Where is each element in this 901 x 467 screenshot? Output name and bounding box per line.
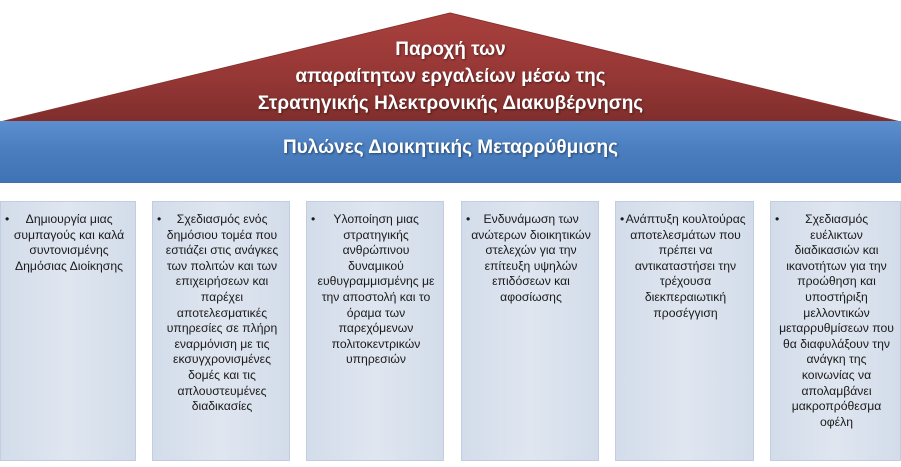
- pillar-4: [461, 201, 599, 461]
- pillar-3-text: Υλοποίηση μιας στρατηγικής ανθρώπινου δυναμικού ευθυγραμμισμένης με την αποστολή και το όραμα των παρεχόμενων πολιτοκεντρικών υπηρεσιών: [317, 212, 435, 367]
- beam-title: Πυλώνες Διοικητικής Μεταρρύθμισης: [282, 137, 619, 158]
- roof-title-line-3: Στρατηγικής Ηλεκτρονικής Διακυβέρνησης: [257, 93, 644, 114]
- pillar-2: [152, 201, 290, 461]
- pillar-2-bullet: •: [157, 212, 162, 226]
- pillar-3-bullet: •: [311, 212, 316, 226]
- roof-title: [150, 36, 751, 117]
- roof-title-line-1: Παροχή των: [395, 39, 506, 60]
- pillar-2-text: Σχεδιασμός ενός δημόσιου τομέα που εστιάζει στις ανάγκες των πολιτών και των επιχειρήσεων και παρέχει αποτελεσματικές υπηρεσίες σε πλήρη εναρμόνιση με τις εκσυγχρονισμένες δομές και τις απλουστευμένες διαδικασίες: [165, 212, 279, 414]
- pillar-6-bullet: •: [775, 212, 780, 226]
- roof-title-line-2: απαραίτητων εργαλείων μέσω της: [295, 66, 606, 87]
- pillar-6: [770, 201, 901, 461]
- pillar-4-bullet: •: [466, 212, 471, 226]
- pillar-3: [306, 201, 444, 461]
- pillar-1: [0, 201, 136, 461]
- pillar-5-text: Ανάπτυξη κουλτούρας αποτελεσμάτων που πρέπει να αντικαταστήσει την τρέχουσα διεκπεραιωτική προσέγγιση: [625, 212, 746, 320]
- pillar-6-text: Σχεδιασμός ευέλικτων διαδικασιών και ικανοτήτων για την προώθηση και υποστήριξη μελλοντικών μεταρρυθμίσεων που θα διαφυλάξουν την ανάγκη της κοινωνίας να απολαμβάνει μακροπρόθεσμα οφέλη: [779, 212, 894, 429]
- pillar-5-bullet: •: [620, 212, 625, 226]
- pillar-5: [615, 201, 754, 461]
- pillar-1-bullet: •: [5, 212, 10, 226]
- pillar-1-text: Δημιουργία μιας συμπαγούς και καλά συντονισμένης Δημόσιας Διοίκησης: [13, 212, 125, 273]
- pillar-4-text: Ενδυνάμωση των ανώτερων διοικητικών στελεχών για την επίτευξη υψηλών επιδόσεων και αφοσίωσης: [471, 212, 591, 304]
